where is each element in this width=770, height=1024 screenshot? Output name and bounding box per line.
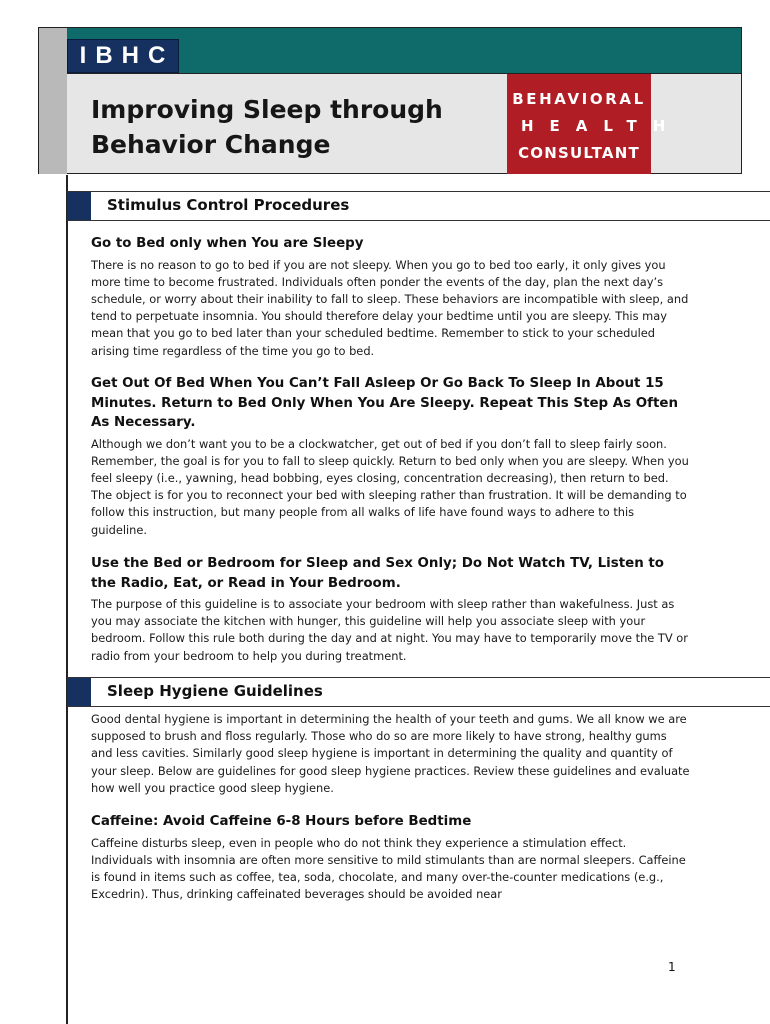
item-body: There is no reason to go to bed if you are not sleepy. When you go to bed too early, it only gives you more time to become frustrated. Individuals often ponder the events of the day, plan the next day’s schedule, or worry about their inability to fall to sleep. These behaviors are incompatible with sleep, and tend to perpetuate insomnia. You should therefore delay your bedtime until you are sleepy. This may mean that you go to bed later than your scheduled bedtime. Remember to stick to your scheduled arising time regardless of the time you go to bed. bbox=[91, 257, 689, 358]
title-line-2: Behavior Change bbox=[91, 130, 331, 159]
section-tab-marker bbox=[67, 192, 91, 220]
sleep-hygiene-intro bbox=[91, 711, 691, 797]
item-heading: Get Out Of Bed When You Can’t Fall Asleep Or Go Back To Sleep In About 15 Minutes. Return to Bed Only When You Are Sleepy. Repeat This Step As Often As Necessary. bbox=[91, 376, 679, 430]
item-caffeine bbox=[91, 812, 691, 903]
item-body: Caffeine disturbs sleep, even in people who do not think they experience a stimulation effect. Individuals with insomnia are often more sensitive to mild stimulants than are normal sleepers. Caffeine is found in items such as coffee, tea, soda, chocolate, and many over-the-counter medications (e.g., Excedrin). Thus, drinking caffeinated beverages should be avoided near bbox=[91, 835, 686, 902]
section-tab-marker bbox=[67, 678, 91, 706]
page-number: 1 bbox=[668, 960, 676, 974]
left-margin-rule bbox=[66, 175, 68, 1024]
item-body: The purpose of this guideline is to associate your bedroom with sleep rather than wakefulness. Just as you may associate the kitchen with hunger, this guideline will help you associate sleep with your bedroom. Follow this rule both during the day and at night. You may have to temporarily move the TV or radio from your bedroom to help you during treatment. bbox=[91, 597, 688, 663]
badge-line-1: BEHAVIORAL bbox=[512, 90, 646, 108]
item-get-out-of-bed bbox=[91, 374, 691, 539]
title-line-1: Improving Sleep through bbox=[91, 95, 443, 124]
section-title: Stimulus Control Procedures bbox=[107, 196, 350, 214]
intro-body: Good dental hygiene is important in determining the health of your teeth and gums. We all know we are supposed to brush and floss regularly. Those who do so are more likely to have strong, healthy gums and less cavities. Similarly good sleep hygiene is important in determining the quality and quantity of your sleep. Below are guidelines for good sleep hygiene practices. Review these guidelines and evaluate how well you practice good sleep hygiene. bbox=[91, 712, 690, 795]
item-heading: Caffeine: Avoid Caffeine 6-8 Hours before Bedtime bbox=[91, 814, 472, 829]
item-heading: Go to Bed only when You are Sleepy bbox=[91, 236, 364, 251]
document-title bbox=[91, 92, 451, 162]
ibhc-logo: IBHC bbox=[67, 39, 179, 73]
badge-line-3: CONSULTANT bbox=[518, 144, 640, 162]
document-header bbox=[38, 27, 742, 174]
item-bed-for-sleep-only bbox=[91, 554, 691, 665]
item-go-to-bed-sleepy bbox=[91, 234, 691, 360]
section-bar-sleep-hygiene bbox=[67, 677, 770, 707]
section-title: Sleep Hygiene Guidelines bbox=[107, 682, 323, 700]
badge-line-2: HEALTH bbox=[521, 117, 682, 135]
section-bar-stimulus-control bbox=[67, 191, 770, 221]
behavioral-health-consultant-badge bbox=[507, 74, 682, 174]
header-side-strip bbox=[39, 28, 67, 174]
item-heading: Use the Bed or Bedroom for Sleep and Sex Only; Do Not Watch TV, Listen to the Radio, Eat, or Read in Your Bedroom. bbox=[91, 556, 664, 591]
item-body: Although we don’t want you to be a clockwatcher, get out of bed if you don’t fall to sleep fairly soon. Remember, the goal is for you to fall to sleep quickly. Return to bed only when you are sleepy. When you feel sleepy (i.e., yawning, head bobbing, eyes closing, concentration decreasing), then return to bed. The object is for you to reconnect your bed with sleeping rather than frustration. It will be demanding to follow this instruction, but many people from all walks of life have found ways to adhere to this guideline. bbox=[91, 436, 689, 537]
